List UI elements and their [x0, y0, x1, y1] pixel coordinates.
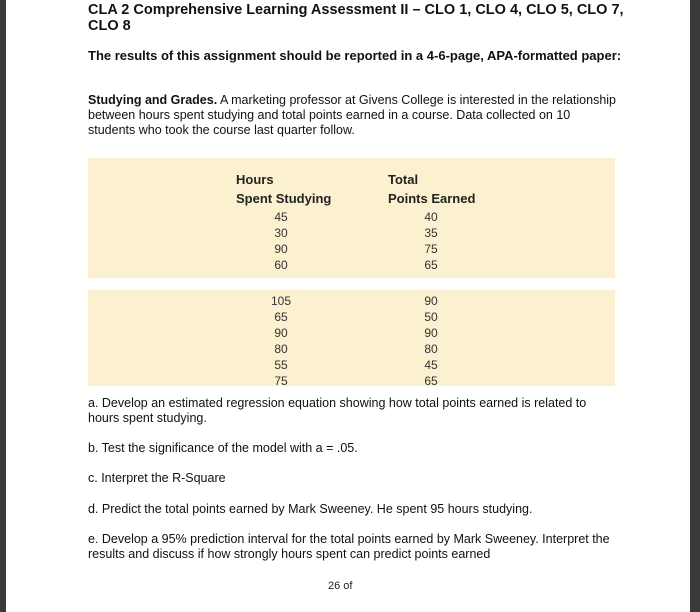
- hours-header-line2: Spent Studying: [236, 191, 332, 206]
- points-column-header: [388, 170, 475, 208]
- points-header-line1: Total: [388, 172, 419, 187]
- points-column: [406, 293, 456, 389]
- table-cell: 80: [274, 342, 288, 356]
- table-cell: 80: [424, 342, 438, 356]
- report-instructions: The results of this assignment should be reported in a 4-6-page, APA-formatted paper:: [88, 48, 622, 63]
- table-cell: 30: [274, 226, 288, 240]
- table-cell: 60: [274, 258, 288, 272]
- table-cell: 75: [424, 242, 438, 256]
- table-cell: 90: [424, 294, 438, 308]
- table-cell: 40: [424, 210, 438, 224]
- hours-column-header: [236, 170, 331, 208]
- hours-column: [256, 209, 306, 273]
- data-table-part-2: [88, 290, 615, 386]
- table-cell: 65: [424, 374, 438, 388]
- table-cell: 90: [274, 326, 288, 340]
- page-number: 26 of: [328, 580, 353, 592]
- hours-header-line1: Hours: [236, 172, 274, 187]
- data-table-part-1: [88, 158, 615, 278]
- points-header-line2: Points Earned: [388, 191, 476, 206]
- hours-column: [256, 293, 306, 389]
- table-cell: 35: [424, 226, 438, 240]
- question-e: e. Develop a 95% prediction interval for the total points earned by Mark Sweeney. Interpret the results and discuss if how strongly hours spent can predict points earned: [88, 532, 610, 561]
- page-title: CLA 2 Comprehensive Learning Assessment II – CLO 1, CLO 4, CLO 5, CLO 7, CLO 8: [88, 2, 624, 34]
- table-cell: 45: [274, 210, 288, 224]
- intro-text: A marketing professor at Givens College is interested in the relationship between hours spent studying and total points earned in a course. Data collected on 10 students who took the course last quarter follow.: [88, 93, 617, 137]
- problem-intro: [88, 93, 618, 138]
- document-page: [6, 0, 690, 612]
- question-b: b. Test the significance of the model with a = .05.: [88, 441, 358, 455]
- table-cell: 50: [424, 310, 438, 324]
- table-cell: 75: [274, 374, 288, 388]
- question-a: a. Develop an estimated regression equation showing how total points earned is related to hours spent studying.: [88, 396, 587, 425]
- table-cell: 65: [424, 258, 438, 272]
- table-cell: 65: [274, 310, 288, 324]
- table-cell: 90: [274, 242, 288, 256]
- intro-heading: Studying and Grades.: [88, 93, 218, 107]
- question-c: c. Interpret the R-Square: [88, 471, 226, 485]
- points-column: [406, 209, 456, 273]
- table-cell: 105: [270, 294, 292, 308]
- table-cell: 45: [424, 358, 438, 372]
- table-cell: 55: [274, 358, 288, 372]
- question-d: d. Predict the total points earned by Mark Sweeney. He spent 95 hours studying.: [88, 502, 533, 516]
- table-cell: 90: [424, 326, 438, 340]
